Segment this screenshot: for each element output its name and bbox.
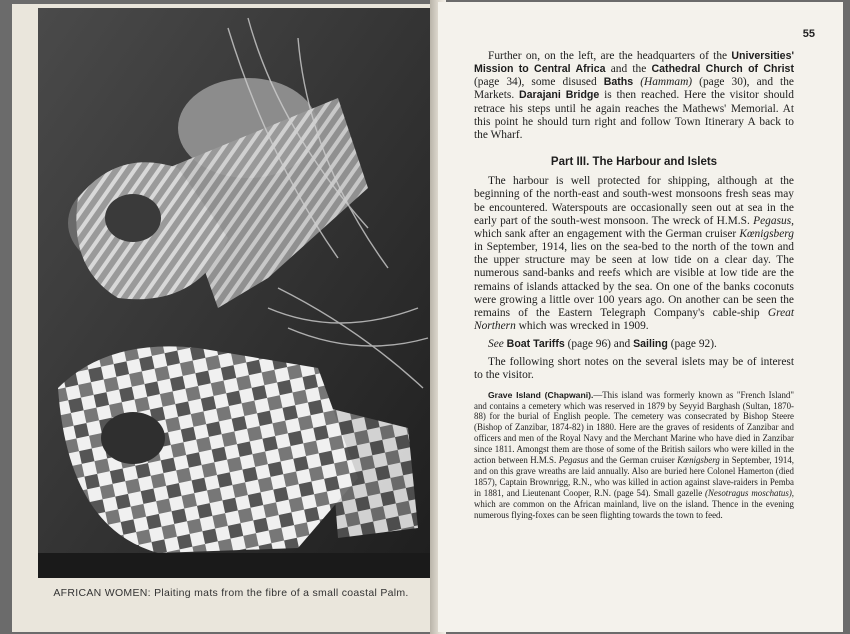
- paragraph-islets-intro: The following short notes on the several islets may be of interest to the visitor.: [474, 356, 794, 382]
- text: and the German cruiser: [590, 455, 675, 466]
- section-heading: Part III. The Harbour and Islets: [550, 156, 718, 169]
- bold-term: Grave Island (Chapwani).: [488, 389, 594, 400]
- caption-label: AFRICAN WOMEN:: [53, 587, 151, 599]
- paragraph-see-also: [474, 338, 794, 351]
- italic-term: Kœnigsberg: [739, 227, 794, 240]
- photo-caption: [26, 587, 436, 599]
- paragraph-grave-island: [474, 390, 794, 521]
- italic-term: Great Northern: [474, 306, 794, 332]
- left-page: [12, 4, 436, 632]
- page-body: [474, 50, 794, 520]
- paragraph-route: [474, 50, 794, 142]
- text: Further on, on the left, are the headquarters of the: [488, 50, 728, 62]
- bold-term: Cathedral Church of Christ: [651, 63, 794, 76]
- text: in September, 1914, and on this grave wreaths are laid annually. Also are buried here Colonel Hamerton (died 1857), Captain Brownrigg, R.N., who was killed in action against slave-raiders in Pemba in 1881, and Lieutenant Cooper, R.N. (page 54). Small gazelle: [474, 455, 795, 498]
- photo-illustration: [38, 8, 430, 578]
- text: The harbour is well protected for shipping, although at the beginning of the north-east and south-west monsoons fresh seas may be encountered. Waterspouts are occasionally seen out at sea in the early part of the south-west monsoon. The wreck of H.M.S.: [474, 175, 794, 227]
- text: (page 30), and the Markets.: [474, 76, 794, 102]
- text: —This island was formerly known as "French Island" and contains a cemetery which was reserved in 1879 by Seyyid Barghash (Sultan, 1870-88) for the burial of English people. The cemetery was consecrated by Bishop Steere (Bishop of Zanzibar, 1874-82) in 1880. Here are the graves of residents of Zanzibar and officers and men of the Royal Navy and the Merchant Marine who have died in Zanzibar since 1811. Amongst them are those of some of the British sailors who were killed in the action between H.M.S.: [474, 389, 794, 466]
- paragraph-harbour: [474, 175, 794, 333]
- italic-term: (Nesotragus moschatus),: [705, 487, 794, 498]
- right-page: [438, 2, 843, 632]
- italic-term: (Hammam): [640, 76, 693, 89]
- bold-term: Boat Tariffs: [506, 338, 565, 351]
- italic-term: Kœnigsberg: [677, 455, 720, 466]
- text: which was wrecked in 1909.: [518, 319, 649, 332]
- text: and the: [610, 63, 647, 76]
- bold-term: Baths: [603, 76, 634, 89]
- text: which sank after an engagement with the German cruiser: [474, 227, 737, 240]
- page-number: 55: [802, 28, 815, 40]
- caption-text: Plaiting mats from the fibre of a small coastal Palm.: [154, 587, 409, 599]
- photograph: [38, 8, 430, 578]
- text: which are common on the African mainland, live on the island. Thence in the evening numerous flying-foxes can be seen flighting towards the town to feed.: [474, 498, 794, 520]
- bold-term: Darajani Bridge: [519, 89, 600, 102]
- italic-term: Pegasus: [558, 455, 589, 466]
- text: (page 92).: [670, 338, 717, 351]
- bold-term: Universities' Mission to Central Africa: [474, 50, 794, 76]
- italic-term: See: [488, 338, 504, 351]
- text: is then reached. Here the visitor should retrace his steps until he again reaches the Mathews' Memorial. At this point he should turn right and follow Town Itinerary A back to the Wharf.: [474, 89, 794, 141]
- text: in September, 1914, lies on the sea-bed to the north of the town and the upper structure may be seen at low tide on a clear day. The numerous sand-banks and reefs which are visible at low tide are the remains of islands attacked by the sea. On one of the banks coconuts were growing a little over 100 years ago. On another can be seen the remains of the Eastern Telegraph Company's cable-ship: [474, 241, 794, 319]
- text: (page 96) and: [567, 338, 631, 351]
- text: (page 34), some disused: [474, 76, 597, 89]
- bold-term: Sailing: [633, 338, 668, 351]
- italic-term: Pegasus,: [753, 214, 794, 227]
